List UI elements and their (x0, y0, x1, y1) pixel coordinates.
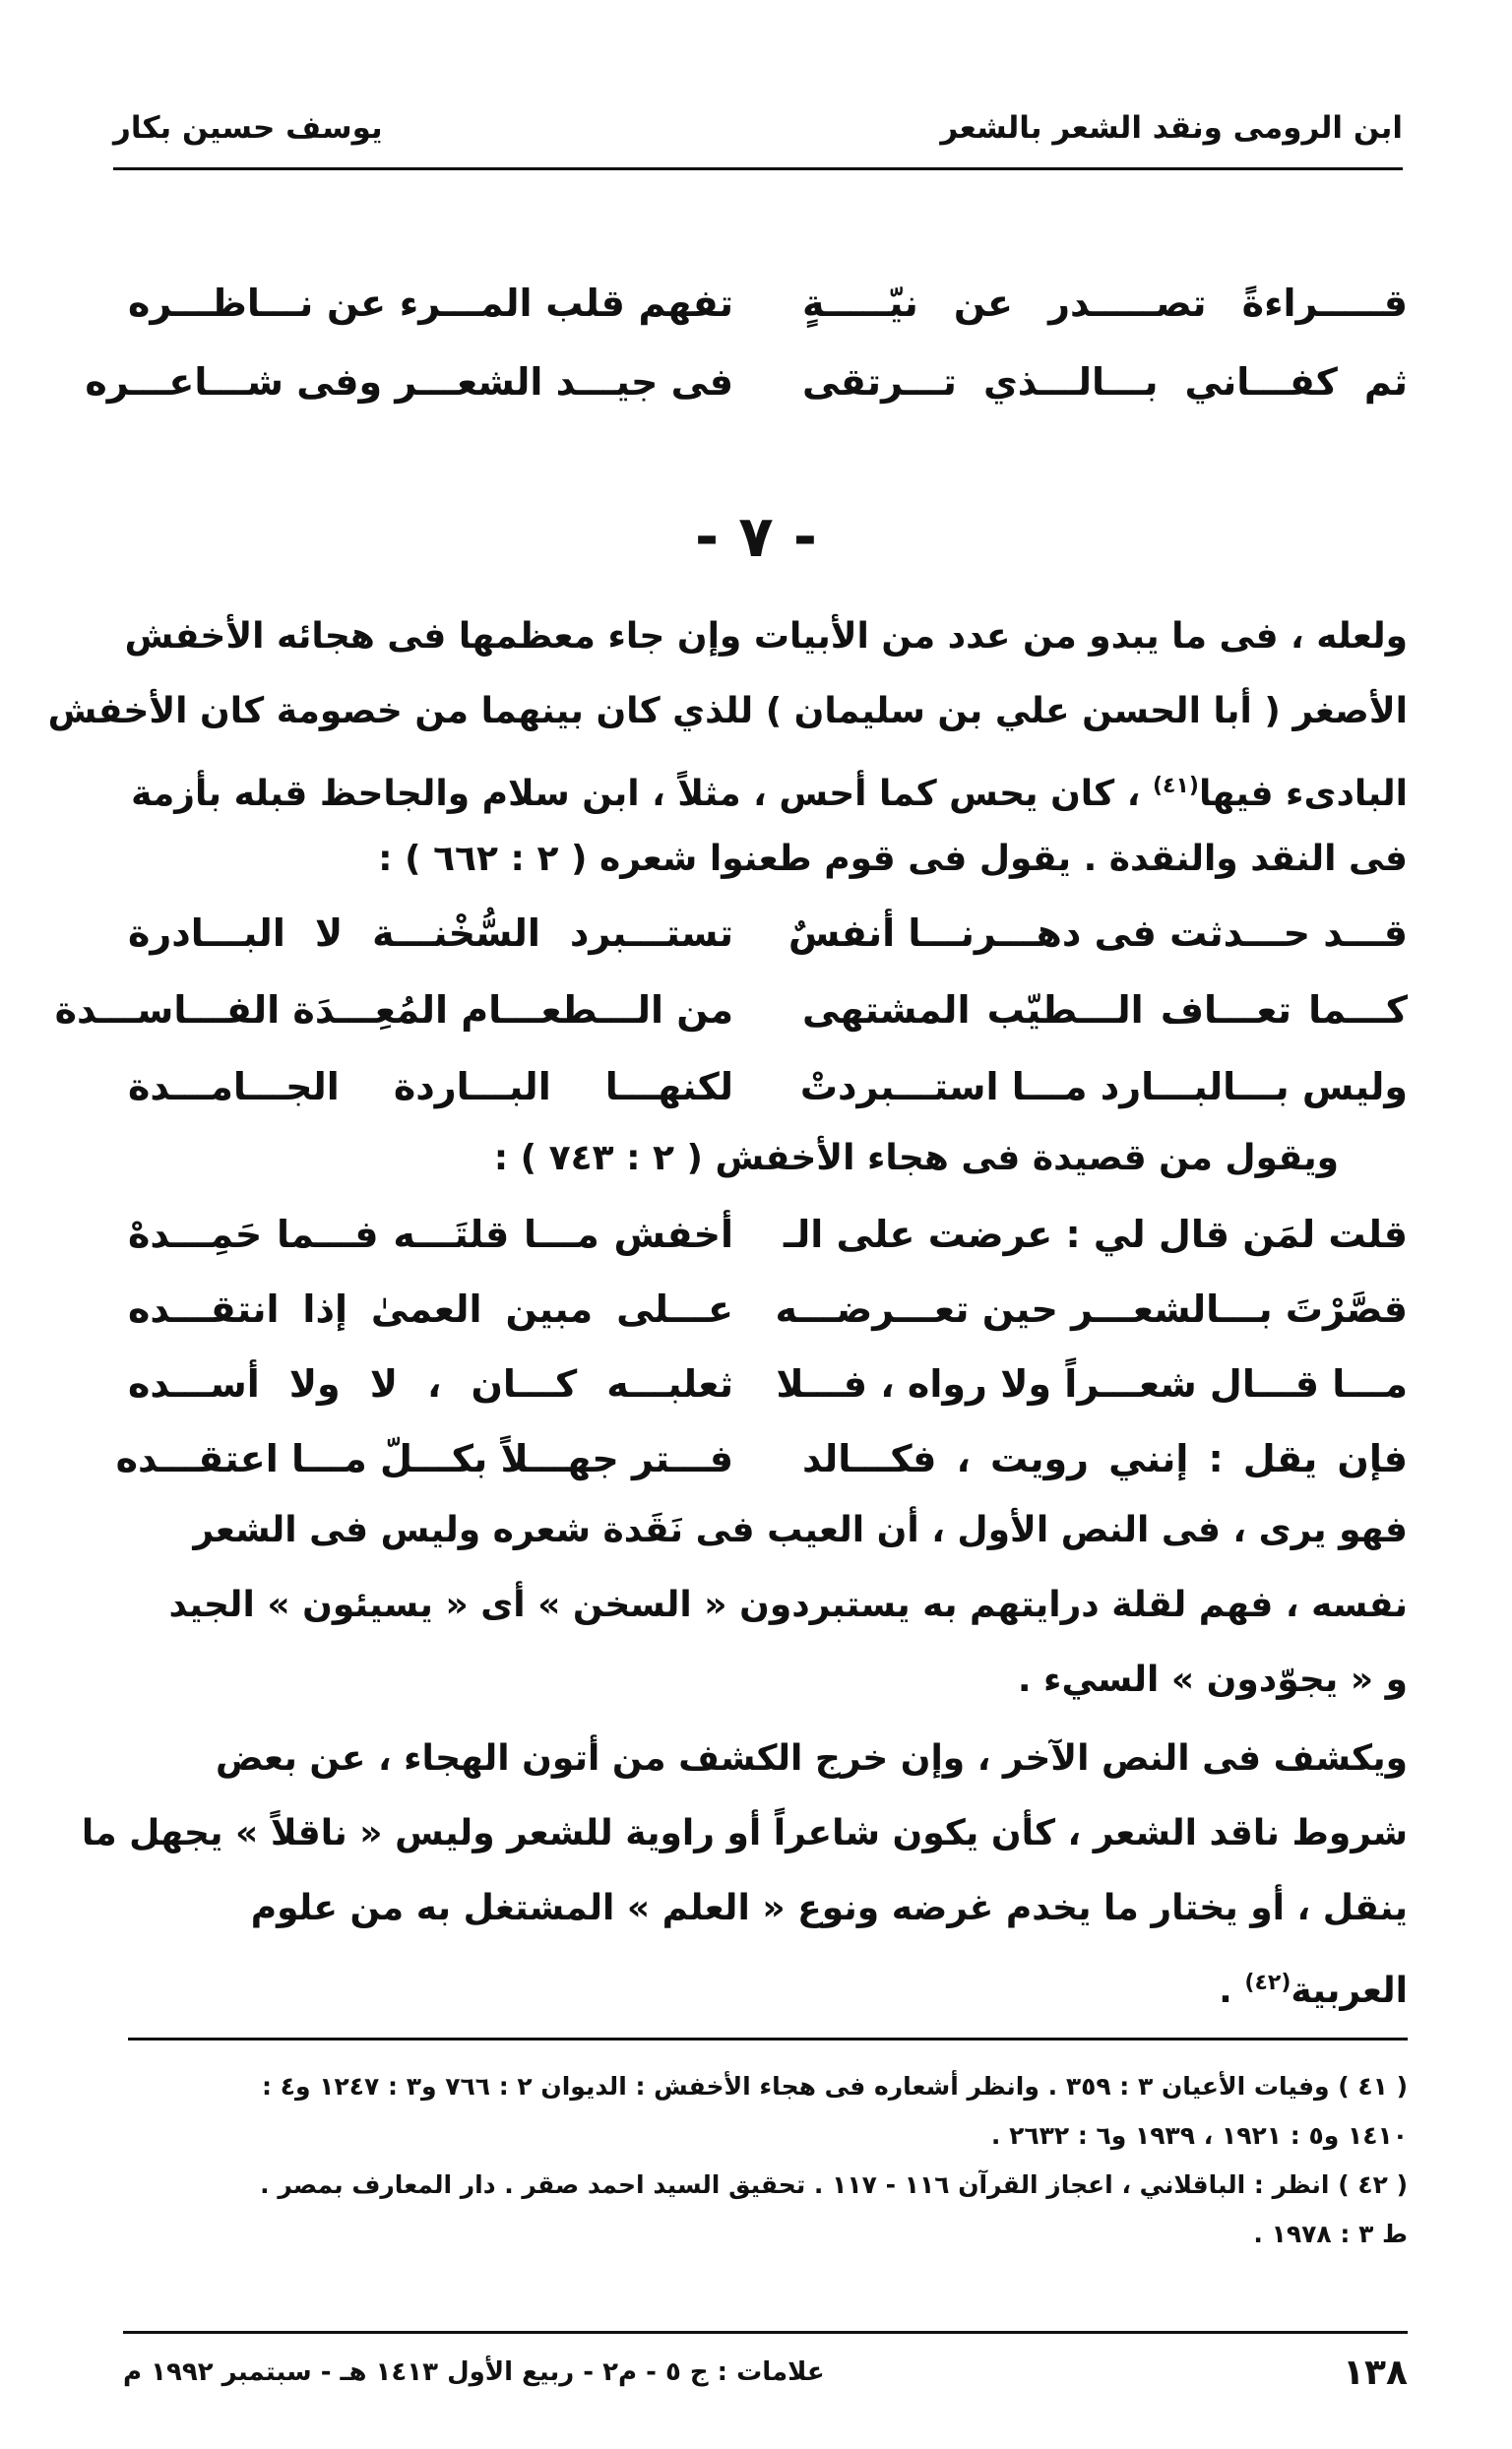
verse-second-hemistich: تفهم قلب المـــرء عن نـــاظـــره (128, 282, 733, 325)
paragraph-line: فى النقد والنقدة . يقول فى قوم طعنوا شعره ( ٢ : ٦٦٢ ) : (378, 839, 1408, 879)
verse-second-hemistich: فـــتر جهـــلاً بكـــلّ مـــا اعتقـــده (115, 1437, 733, 1480)
verse-first-hemistich: ثم كفـــاني بـــالـــذي تـــرتقى (802, 360, 1408, 404)
verse-line (115, 1421, 1408, 1496)
page-number: ١٣٨ (1343, 2352, 1408, 2393)
verse-second-hemistich: تستـــبرد السُّخْنـــة لا البـــادرة (128, 911, 733, 955)
verse-second-hemistich: ثعلبـــه كـــان ، لا ولا أســـده (128, 1362, 733, 1406)
verse-line (128, 1272, 1408, 1347)
footnotes (123, 2062, 1408, 2259)
paragraph-text: . (1219, 1971, 1245, 2011)
footnote-41-line2: ١٤١٠ و٥ : ١٩٢١ ، ١٩٣٩ و٦ : ٢٦٣٢ . (990, 2121, 1408, 2150)
footnote-marker[interactable]: (٤٢) (1244, 1971, 1292, 1995)
paragraph-text: ، كان يحس كما أحس ، مثلاً ، ابن سلام والجاحظ قبله بأزمة (131, 774, 1153, 814)
paragraph-line (128, 1949, 1408, 2018)
paragraph-line: الأصغر ( أبا الحسن علي بن سليمان ) للذي كان بينهما من خصومة كان الأخفش (47, 691, 1408, 731)
paragraph-text: البادىء فيها (1198, 774, 1408, 814)
verse-second-hemistich: فى جيـــد الشعـــر وفى شـــاعـــره (85, 360, 733, 404)
verse-line (128, 1347, 1408, 1421)
journal-article-title: ابن الرومى ونقد الشعر بالشعر (940, 110, 1403, 146)
verse-second-hemistich: من الـــطعـــام المُعِـــدَة الفـــاســـدة (54, 988, 733, 1032)
paragraph-line: فهو يرى ، فى النص الأول ، أن العيب فى نَقَدة شعره وليس فى الشعر (193, 1510, 1408, 1550)
paragraph-text: العربية (1291, 1971, 1408, 2011)
footnote-rule (128, 2038, 1408, 2041)
verse-first-hemistich: كـــما تعـــاف الـــطيّب المشتهى (802, 988, 1408, 1032)
paragraph-line: ينقل ، أو يختار ما يخدم غرضه ونوع « العلم » المشتغل به من علوم (250, 1888, 1408, 1928)
footnote-42-line2: ط ٣ : ١٩٧٨ . (1253, 2220, 1408, 2248)
verse-line (54, 973, 1408, 1047)
footer-rule (123, 2331, 1408, 2334)
poem-intro: ويقول من قصيدة فى هجاء الأخفش ( ٢ : ٧٤٣ ) : (493, 1138, 1339, 1178)
paragraph-line: و « يجوّدون » السيء . (1017, 1660, 1408, 1700)
footnote-41-line1: ( ٤١ ) وفيات الأعيان ٣ : ٣٥٩ . وانظر أشعاره فى هجاء الأخفش : الديوان ٢ : ٧٦٦ و٣ : ١٢٤٧ و٤ : (262, 2072, 1408, 2101)
page-footer (123, 2343, 1408, 2402)
footnote-marker[interactable]: (٤١) (1152, 774, 1199, 798)
verse-first-hemistich: وليس بـــالبـــارد مـــا استـــبردتْ (799, 1065, 1408, 1108)
section-number: - ٧ - (695, 503, 817, 570)
verse-second-hemistich: عـــلى مبين العمىٰ إذا انتقـــده (128, 1287, 733, 1331)
verse-first-hemistich: فإن يقل : إنني رويت ، فكـــالد (802, 1437, 1408, 1480)
verse-line (85, 345, 1408, 419)
paragraph-line: ولعله ، فى ما يبدو من عدد من الأبيات وإن جاء معظمها فى هجائه الأخفش (124, 616, 1408, 657)
footnote-42-line1: ( ٤٢ ) انظر : الباقلاني ، اعجاز القرآن ١١٦ - ١١٧ . تحقيق السيد احمد صقر . دار المعارف بمصر . (260, 2170, 1408, 2199)
verse-line (128, 1197, 1408, 1272)
header-rule (113, 167, 1403, 170)
verse-second-hemistich: لكنهـــا البـــاردة الجـــامـــدة (128, 1065, 733, 1108)
verse-first-hemistich: قصَّرْتَ بـــالشعـــر حين تعـــرضـــه (775, 1287, 1408, 1331)
verse-first-hemistich: مـــا قـــال شعـــراً ولا رواه ، فـــلا (776, 1362, 1408, 1406)
running-header (113, 98, 1403, 157)
journal-issue-info: علامات : ج ٥ - م٢ - ربيع الأول ١٤١٣ هـ - سبتمبر ١٩٩٢ م (123, 2357, 825, 2387)
paragraph-line (128, 752, 1408, 821)
verse-line (128, 266, 1408, 341)
paragraph-line: ويكشف فى النص الآخر ، وإن خرج الكشف من أتون الهجاء ، عن بعض (215, 1738, 1408, 1779)
verse-first-hemistich: قـــد حـــدثت فى دهـــرنـــا أنفسٌ (788, 911, 1408, 955)
verse-first-hemistich: قـــــراءةً تصـــــدر عن نيّـــــةٍ (802, 282, 1408, 325)
verse-line (128, 1049, 1408, 1124)
verse-first-hemistich: قلت لمَن قال لي : عرضت على الـ (784, 1213, 1408, 1256)
verse-line (128, 896, 1408, 971)
paragraph-line: شروط ناقد الشعر ، كأن يكون شاعراً أو راوية للشعر وليس « ناقلاً » يجهل ما (81, 1813, 1408, 1853)
author-name: يوسف حسين بكار (113, 110, 383, 146)
paragraph-line: نفسه ، فهم لقلة درايتهم به يستبردون « السخن » أى « يسيئون » الجيد (168, 1585, 1408, 1625)
verse-second-hemistich: أخفش مـــا قلتَـــه فـــما حَمِـــدهْ (128, 1213, 733, 1256)
